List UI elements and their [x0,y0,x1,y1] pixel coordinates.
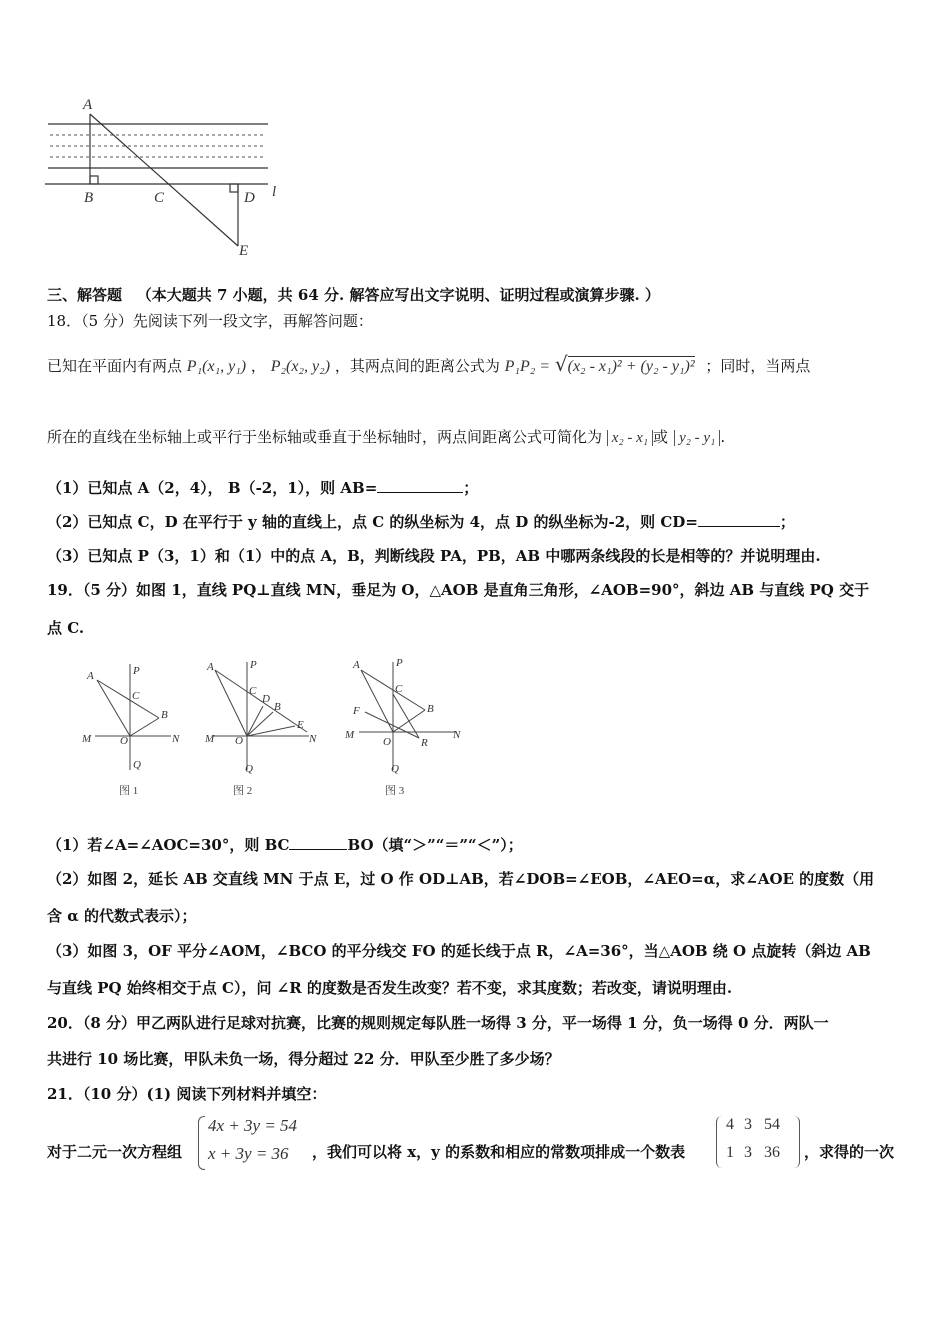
q18-part-2-text: （2）已知点 C，D 在平行于 y 轴的直线上，点 C 的纵坐标为 4，点 D 的纵坐标为-2，则 CD= [47,513,698,531]
fig3-label-f: F [353,705,360,717]
q18-part-1 [47,478,478,498]
fig1-label-m: M [82,733,92,745]
q21-line-2-text-b: ，我们可以将 x，y 的系数和相应的常数项排成一个数表 [312,1143,686,1161]
q18-text-a: 已知在平面内有两点 [47,357,183,375]
section-note: （本大题共 7 小题，共 64 分. 解答应写出文字说明、证明过程或演算步骤. ） [136,286,660,304]
fig1-caption: 图 1 [119,785,139,797]
q18-stem: 18．（5 分）先阅读下列一段文字，再解答问题： [47,312,373,330]
fig2-label-e: E [297,719,304,731]
q19-part-2-line-1: （2）如图 2，延长 AB 交直线 MN 于点 E，过 O 作 OD⊥AB，若∠DOB=∠EOB，∠AEO=α，求∠AOE 的度数（用 [47,870,875,888]
answer-blank-ab[interactable] [377,478,463,493]
q18-part-1-end: ； [463,479,479,497]
fig3-caption: 图 3 [385,785,405,797]
q19-stem-1: 19．（5 分）如图 1，直线 PQ⊥直线 MN，垂足为 O，△AOB 是直角三角形，∠AOB=90°，斜边 AB 与直线 PQ 交于 [47,581,870,599]
fig3-label-o: O [383,736,391,748]
figure-q19 [75,652,475,802]
section-3-heading [47,285,660,305]
fig2-caption: 图 2 [233,785,253,797]
fig1-label-p: P [133,665,140,677]
q18-or: 或 [653,428,669,446]
fig2-label-b: B [274,701,281,713]
q18-end: . [720,428,726,446]
right-angle-d [230,184,238,192]
q18-part-3: （3）已知点 P（3，1）和（1）中的点 A，B，判断线段 PA，PB，AB 中哪两条线段的长是相等的？并说明理由. [47,547,821,565]
q19-stem-2: 点 C. [47,619,85,637]
section-title: 三、解答题 [47,286,123,304]
q18-text-b: ，其两点间的距离公式为 [334,357,500,375]
q21-line-2-text-a: 对于二元一次方程组 [47,1143,183,1161]
distance-formula-lhs: P₁P₂ = [504,358,551,375]
q18-text-c: ；同时，当两点 [705,357,811,375]
q20-line-2: 共进行 10 场比赛，甲队未负一场，得分超过 22 分．甲队至少胜了多少场？ [47,1050,560,1068]
q18-part-2-end: ； [779,513,795,531]
abs-x-diff: x₂ - x₁ [607,430,653,446]
label-e: E [239,243,249,259]
label-b: B [84,190,94,206]
q19-part-3-line-1: （3）如图 3，OF 平分∠AOM，∠BCO 的平分线交 FO 的延长线于点 R，∠A=36°，当△AOB 绕 O 点旋转（斜边 AB [47,942,871,960]
sqrt-symbol: √ [554,352,568,376]
fig1-label-o: O [120,735,128,747]
q21-line-1: 21．（10 分）(1) 阅读下列材料并填空： [47,1085,327,1103]
q19-part-1 [47,835,523,855]
fig2-label-n: N [309,733,317,745]
fig3-label-p: P [396,657,403,669]
fig3-label-r: R [421,737,428,749]
fig2-oa [215,670,247,736]
q18-line-2 [47,427,725,451]
equation-1: 4x + 3y = 54 [208,1116,298,1135]
fig1-oa [97,680,130,736]
fig2-label-m: M [205,733,215,745]
q19-part-1-text-b: BO（填“＞”“＝”“＜”）； [347,836,523,854]
fig3-label-n: N [453,729,461,741]
system-brace [198,1116,205,1170]
q18-text-d: 所在的直线在坐标轴上或平行于坐标轴或垂直于坐标轴时，两点间距离公式可简化为 [47,428,603,446]
equation-system [198,1114,308,1172]
fig3-label-c: C [395,683,403,695]
fig1-label-n: N [172,733,180,745]
fig2-label-d: D [262,693,270,705]
answer-blank-cd[interactable] [698,512,780,527]
abs-y-diff: y₂ - y₁ [674,430,720,446]
matrix-cell: 3 [744,1116,752,1133]
q19-part-2-line-2: 含 α 的代数式表示）； [47,907,197,925]
matrix-cell: 4 [726,1116,734,1133]
fig1-label-q: Q [133,759,141,771]
fig1-label-b: B [161,709,168,721]
q18-part-2 [47,512,795,532]
matrix-bracket-left [716,1116,723,1168]
figure-parallel-lines [40,90,290,265]
q19-part-1-text-a: （1）若∠A=∠AOC=30°，则 BC [47,836,290,854]
distance-formula-radicand: (x₂ - x₁)² + (y₂ - y₁)² [567,358,695,375]
q18-part-1-text: （1）已知点 A（2，4）， B（-2，1），则 AB= [47,479,378,497]
fig2-label-a: A [207,661,214,673]
fig3-label-q: Q [391,763,399,775]
fig3-label-a: A [353,659,360,671]
label-c: C [154,190,165,206]
fig1-label-c: C [132,690,140,702]
q18-sep: ， [250,357,266,375]
matrix-cell: 54 [764,1116,780,1133]
segment-ae [90,114,238,246]
fig2-ob [247,712,273,736]
fig1-label-a: A [87,670,94,682]
fig2-oe [247,726,295,736]
fig1-ob [130,718,159,736]
matrix-bracket-right [793,1116,800,1168]
fig3-label-b: B [427,703,434,715]
fig2-od [247,706,263,736]
q19-part-3-line-2: 与直线 PQ 始终相交于点 C），问 ∠R 的度数是否发生改变？若不变，求其度数；若改变，请说明理由. [47,979,733,997]
matrix-row-1 [726,1116,780,1134]
fig2-label-c: C [249,685,257,697]
right-angle-b [90,176,98,184]
fig1-ab [97,680,159,718]
coefficient-matrix [716,1114,800,1172]
q20-line-1: 20．（8 分）甲乙两队进行足球对抗赛，比赛的规则规定每队胜一场得 3 分，平一场得 1 分，负一场得 0 分．两队一 [47,1014,829,1032]
label-l: l [272,184,277,200]
matrix-row-2 [726,1144,780,1162]
q21-line-2-text-c: ，求得的一次 [804,1143,895,1161]
fig2-label-p: P [250,659,257,671]
fig2-label-o: O [235,735,243,747]
matrix-cell: 1 [726,1144,734,1161]
q18-line-1 [47,354,810,378]
label-d: D [244,190,255,206]
point-p1: P₁(x₁, y₁) [186,358,247,375]
point-p2: P₂(x₂, y₂) [270,358,331,375]
fig3-label-m: M [345,729,355,741]
label-a: A [83,97,93,113]
answer-blank-bc-bo[interactable] [289,835,347,850]
matrix-cell: 36 [764,1144,780,1161]
matrix-cell: 3 [744,1144,752,1161]
equation-2: x + 3y = 36 [208,1144,289,1163]
fig2-label-q: Q [245,763,253,775]
